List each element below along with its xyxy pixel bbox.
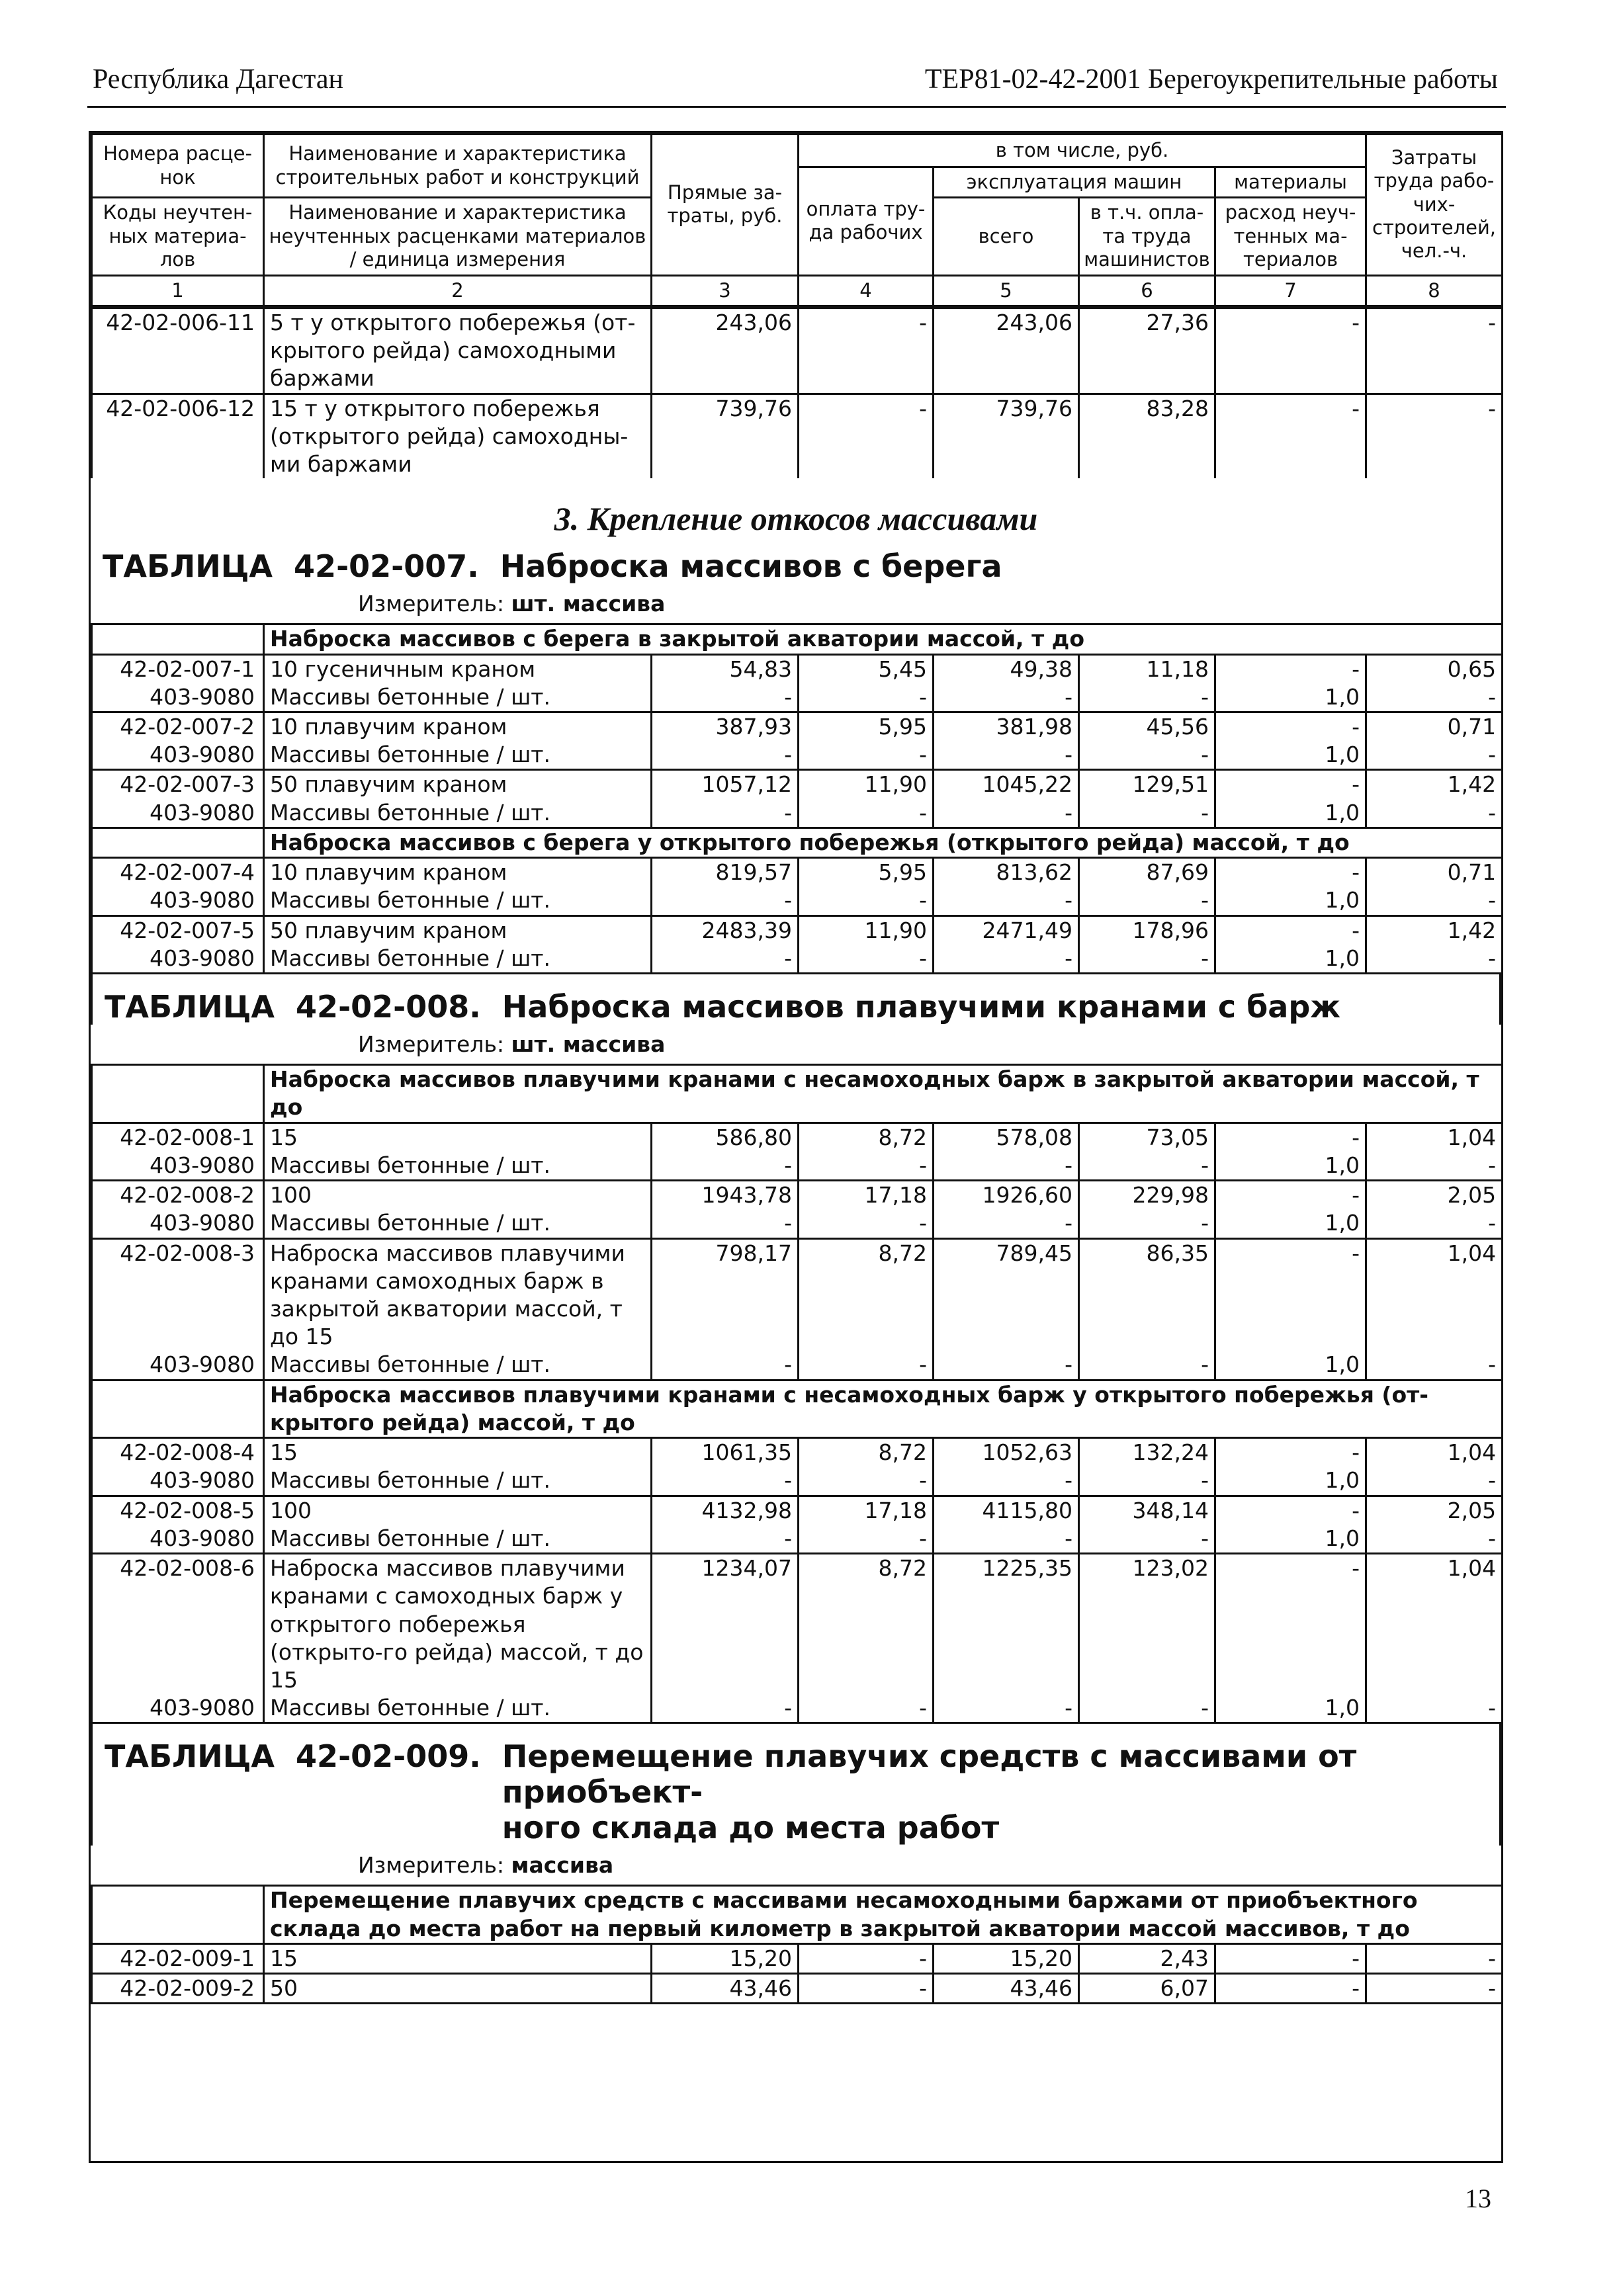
table-title-009 [91,1722,1501,1846]
material-value: - [934,945,1079,972]
material-value: - [799,1525,934,1554]
rate-value: 1,42 [1366,770,1503,799]
rate-value: - [1366,1943,1503,1973]
rate-name: Наброска массивов плавучими кранами самоходных барж в закрытой акватории массой, т до 15 [264,1238,652,1351]
material-value: - [652,886,799,915]
rate-value: 4132,98 [652,1496,799,1525]
rate-value: 2483,39 [652,915,799,945]
section-title: 3. Крепление откосов массивами [554,500,1038,538]
measure-unit: Измеритель: шт. массива [358,591,666,617]
rate-row [92,770,1503,799]
table-title-text: Наброска массивов плавучими кранами с барж [502,989,1341,1025]
material-code: 403-9080 [92,1351,264,1380]
material-row [92,741,1503,770]
material-name: Массивы бетонные / шт. [264,945,652,972]
material-name: Массивы бетонные / шт. [264,683,652,712]
material-row [92,1209,1503,1238]
group-caption-row [92,1380,1503,1437]
material-value: - [1366,1467,1503,1496]
rate-value: - [1215,1123,1366,1152]
rate-row [92,1554,1503,1695]
rate-code: 42-02-008-3 [92,1238,264,1351]
measure-unit: Измеритель: массива [358,1852,614,1879]
rate-name: 15 [264,1943,652,1973]
material-value: - [1079,741,1215,770]
rate-value: 43,46 [934,1974,1079,2004]
material-code: 403-9080 [92,886,264,915]
group-caption: Наброска массивов с берега у открытого побережья (открытого рейда) массой, т до [264,828,1503,857]
col-number: 2 [264,275,652,306]
material-code: 403-9080 [92,945,264,972]
material-value: - [934,741,1079,770]
page-number: 13 [1465,2184,1491,2213]
material-value: 1,0 [1215,1525,1366,1554]
rate-code: 42-02-007-5 [92,915,264,945]
running-header-left: Республика Дагестан [93,64,344,95]
rate-code: 42-02-006-12 [92,394,264,478]
material-value: - [1366,1152,1503,1181]
material-row [92,683,1503,712]
rate-value: 348,14 [1079,1496,1215,1525]
rate-code: 42-02-007-4 [92,858,264,887]
material-value: - [1079,1694,1215,1722]
material-value: - [1079,1525,1215,1554]
header-materials: материалы [1215,167,1366,198]
material-value: 1,0 [1215,1209,1366,1238]
material-value: - [934,683,1079,712]
rate-value: 0,65 [1366,654,1503,683]
rate-value: 129,51 [1079,770,1215,799]
rate-code: 42-02-007-2 [92,712,264,741]
rate-value: - [1215,1438,1366,1467]
rate-value: 1943,78 [652,1181,799,1210]
material-value: - [934,1209,1079,1238]
material-value: - [652,1351,799,1380]
rate-value: - [1215,858,1366,887]
rate-value: 5,45 [799,654,934,683]
material-value: - [799,886,934,915]
rate-value: 387,93 [652,712,799,741]
rate-row [92,858,1503,887]
rate-value: 5,95 [799,858,934,887]
group-caption: Наброска массивов с берега в закрытой акватории массой, т до [264,624,1503,654]
rate-name: 10 плавучим краном [264,858,652,887]
material-row [92,886,1503,915]
material-code: 403-9080 [92,683,264,712]
rate-value: - [799,394,934,478]
group-caption-row [92,1065,1503,1123]
material-code: 403-9080 [92,1467,264,1496]
material-value: - [1079,1351,1215,1380]
material-value: - [799,1209,934,1238]
rate-value: 1,42 [1366,915,1503,945]
rate-value: - [1366,394,1503,478]
rate-value: 0,71 [1366,712,1503,741]
rate-value: 2,05 [1366,1496,1503,1525]
header-including: в том числе, руб. [799,134,1366,167]
rate-value: 586,80 [652,1123,799,1152]
rate-row [92,308,1503,394]
material-row [92,1351,1503,1380]
material-name: Массивы бетонные / шт. [264,1525,652,1554]
rate-value: 0,71 [1366,858,1503,887]
material-name: Массивы бетонные / шт. [264,1152,652,1181]
material-name: Массивы бетонные / шт. [264,799,652,828]
material-value: - [934,1467,1079,1496]
rate-name: 100 [264,1181,652,1210]
col-number: 7 [1215,275,1366,306]
material-value: - [1079,683,1215,712]
material-value: - [1366,683,1503,712]
rate-value: 4115,80 [934,1496,1079,1525]
material-value: 1,0 [1215,799,1366,828]
material-value: - [799,1694,934,1722]
rate-value: 11,90 [799,770,934,799]
material-value: 1,0 [1215,741,1366,770]
rate-value: 381,98 [934,712,1079,741]
table-title-text: Наброска массивов с берега [500,548,1002,585]
rate-value: 54,83 [652,654,799,683]
table-title-007 [91,548,1501,584]
running-header-right: ТЕР81-02-42-2001 Берегоукрепительные работы [924,64,1498,95]
rate-value: 27,36 [1079,308,1215,394]
rate-value: 8,72 [799,1438,934,1467]
material-value: 1,0 [1215,1351,1366,1380]
rate-value: 6,07 [1079,1974,1215,2004]
rate-value: - [1366,308,1503,394]
col-5-header-total: всего [934,198,1079,275]
rate-value: 2,43 [1079,1943,1215,1973]
col-number: 8 [1366,275,1503,306]
col-4-header-wages: оплата тру-да рабочих [799,167,934,276]
material-value: - [799,799,934,828]
group-caption-row [92,828,1503,857]
rate-name: 10 гусеничным краном [264,654,652,683]
rate-value: 798,17 [652,1238,799,1351]
rate-value: 86,35 [1079,1238,1215,1351]
material-code: 403-9080 [92,799,264,828]
col-1-header-material-codes: Коды неучтен-ных материа-лов [92,198,264,275]
rate-row [92,1943,1503,1973]
rate-name: 50 [264,1974,652,2004]
rate-value: 8,72 [799,1123,934,1152]
rate-value: 1045,22 [934,770,1079,799]
rate-row [92,1496,1503,1525]
material-row [92,1467,1503,1496]
col-8-header-labor: Затраты труда рабо-чих-строителей, чел.-ч. [1366,134,1503,276]
material-row [92,1152,1503,1181]
rate-value: 2,05 [1366,1181,1503,1210]
rate-value: 8,72 [799,1238,934,1351]
rate-value: 1,04 [1366,1554,1503,1695]
table-008 [91,1064,1503,1722]
rate-name: 15 [264,1123,652,1152]
rate-value: - [1215,394,1366,478]
col-number: 6 [1079,275,1215,306]
material-value: - [1079,945,1215,972]
rate-value: 132,24 [1079,1438,1215,1467]
material-value: - [934,886,1079,915]
rate-value: - [1215,308,1366,394]
rate-value: - [799,308,934,394]
rate-value: - [1215,1943,1366,1973]
table-title-text: Перемещение плавучих средств с массивами от приобъект- ного склада до места работ [502,1738,1357,1846]
rate-row [92,1238,1503,1351]
material-value: - [934,1351,1079,1380]
material-name: Массивы бетонные / шт. [264,1209,652,1238]
material-name: Массивы бетонные / шт. [264,1694,652,1722]
material-value: - [1366,1209,1503,1238]
rate-row [92,1974,1503,2004]
material-value: - [1366,741,1503,770]
material-code: 403-9080 [92,1694,264,1722]
rate-value: 1,04 [1366,1438,1503,1467]
material-value: - [1366,1351,1503,1380]
rate-value: 83,28 [1079,394,1215,478]
material-value: - [652,1467,799,1496]
rate-value: 1061,35 [652,1438,799,1467]
material-row [92,1694,1503,1722]
rate-value: 243,06 [934,308,1079,394]
rate-value: - [1215,915,1366,945]
material-value: - [1366,886,1503,915]
rate-value: - [1215,1974,1366,2004]
material-value: - [652,799,799,828]
rate-value: 1926,60 [934,1181,1079,1210]
rate-code: 42-02-009-2 [92,1974,264,2004]
rate-code: 42-02-008-1 [92,1123,264,1152]
rate-value: 45,56 [1079,712,1215,741]
rate-value: 11,18 [1079,654,1215,683]
rate-row [92,654,1503,683]
rate-value: - [1215,654,1366,683]
col-2-header-materials: Наименование и характеристика неучтенных расценками материалов / единица измерения [264,198,652,275]
rate-value: 123,02 [1079,1554,1215,1695]
material-value: - [799,1351,934,1380]
material-value: - [799,945,934,972]
rate-value: - [1215,1181,1366,1210]
rate-name: 100 [264,1496,652,1525]
rate-value: 49,38 [934,654,1079,683]
material-value: 1,0 [1215,1694,1366,1722]
rate-value: 11,90 [799,915,934,945]
rate-value: - [799,1943,934,1973]
col-7-header-material-use: расход неуч-тенных ма-териалов [1215,198,1366,275]
rate-code: 42-02-008-4 [92,1438,264,1467]
material-value: - [799,683,934,712]
material-value: - [799,1467,934,1496]
rate-row [92,1438,1503,1467]
material-name: Массивы бетонные / шт. [264,741,652,770]
col-3-header-direct-costs: Прямые за-траты, руб. [652,134,799,276]
rate-value: - [799,1974,934,2004]
rate-row [92,712,1503,741]
rate-row [92,915,1503,945]
rate-value: 43,46 [652,1974,799,2004]
rate-value: 1,04 [1366,1238,1503,1351]
material-value: 1,0 [1215,945,1366,972]
material-value: - [799,741,934,770]
material-value: - [1079,799,1215,828]
rate-name: 10 плавучим краном [264,712,652,741]
rate-code: 42-02-008-5 [92,1496,264,1525]
rate-value: 789,45 [934,1238,1079,1351]
rate-row [92,394,1503,478]
measure-unit: Измеритель: шт. массива [358,1031,666,1058]
material-value: - [652,683,799,712]
material-name: Массивы бетонные / шт. [264,1467,652,1496]
material-value: 1,0 [1215,1467,1366,1496]
rate-code: 42-02-006-11 [92,308,264,394]
material-value: - [1079,1467,1215,1496]
header-machine-operation: эксплуатация машин [934,167,1215,198]
material-name: Массивы бетонные / шт. [264,886,652,915]
col-2-header-works: Наименование и характеристика строительных работ и конструкций [264,134,652,198]
col-1-header-rates: Номера расце-нок [92,134,264,198]
rate-code: 42-02-008-2 [92,1181,264,1210]
col-number: 1 [92,275,264,306]
rate-value: 17,18 [799,1181,934,1210]
material-value: - [652,945,799,972]
rate-row [92,1181,1503,1210]
material-code: 403-9080 [92,1525,264,1554]
material-value: - [1079,1209,1215,1238]
rate-value: 578,08 [934,1123,1079,1152]
group-caption: Перемещение плавучих средств с массивами несамоходными баржами от приобъектного склада до места работ на первый километр в закрытой акватории массой массивов, т до [264,1886,1503,1943]
rate-value: - [1215,712,1366,741]
material-name: Массивы бетонные / шт. [264,1351,652,1380]
rate-name: 5 т у открытого побережья (от-крытого рейда) самоходными баржами [264,308,652,394]
material-value: - [652,1525,799,1554]
rate-row [92,1123,1503,1152]
material-value: - [934,799,1079,828]
rate-value: 1,04 [1366,1123,1503,1152]
table-007 [91,623,1503,972]
material-value: - [799,1152,934,1181]
rate-code: 42-02-007-1 [92,654,264,683]
material-value: - [1366,1694,1503,1722]
rate-value: 1234,07 [652,1554,799,1695]
rate-value: 813,62 [934,858,1079,887]
material-value: 1,0 [1215,683,1366,712]
table-label: ТАБЛИЦА 42-02-009. [105,1738,502,1775]
table-label: ТАБЛИЦА 42-02-008. [105,989,502,1025]
rate-name: 15 [264,1438,652,1467]
table-label: ТАБЛИЦА 42-02-007. [103,548,500,585]
material-value: 1,0 [1215,1152,1366,1181]
material-row [92,799,1503,828]
column-header-table [91,133,1503,307]
rate-value: 243,06 [652,308,799,394]
rate-value: 5,95 [799,712,934,741]
material-code: 403-9080 [92,1152,264,1181]
col-6-header-operator-wages: в т.ч. опла-та труда машинистов [1079,198,1215,275]
rate-value: - [1215,1496,1366,1525]
rate-value: 15,20 [652,1943,799,1973]
rate-code: 42-02-009-1 [92,1943,264,1973]
rate-value: - [1366,1974,1503,2004]
material-value: - [934,1694,1079,1722]
group-caption: Наброска массивов плавучими кранами с несамоходных барж у открытого побережья (от-крытого рейда) массой, т до [264,1380,1503,1437]
rate-value: - [1215,1554,1366,1695]
material-value: - [934,1152,1079,1181]
material-value: - [1079,886,1215,915]
material-value: - [1366,945,1503,972]
group-caption: Наброска массивов плавучими кранами с несамоходных барж в закрытой акватории массой, т до [264,1065,1503,1123]
rate-value: 17,18 [799,1496,934,1525]
rate-value: 2471,49 [934,915,1079,945]
material-value: - [1366,1525,1503,1554]
header-rule [87,106,1506,108]
rate-value: 1225,35 [934,1554,1079,1695]
material-value: - [934,1525,1079,1554]
table-009 [91,1885,1503,2004]
col-number: 3 [652,275,799,306]
rate-value: 819,57 [652,858,799,887]
rate-value: 229,98 [1079,1181,1215,1210]
rate-value: 739,76 [652,394,799,478]
rate-value: 73,05 [1079,1123,1215,1152]
rate-name: Наброска массивов плавучими кранами с самоходных барж у открытого побережья (открыто-го рейда) массой, т до 15 [264,1554,652,1695]
material-value: - [652,1209,799,1238]
rate-value: 739,76 [934,394,1079,478]
rate-value: 15,20 [934,1943,1079,1973]
page-frame [89,131,1503,2163]
group-caption-row [92,624,1503,654]
material-value: - [652,741,799,770]
rate-value: - [1215,770,1366,799]
rate-value: 87,69 [1079,858,1215,887]
rate-name: 15 т у открытого побережья (открытого рейда) самоходны-ми баржами [264,394,652,478]
rate-name: 50 плавучим краном [264,770,652,799]
material-value: - [652,1694,799,1722]
group-caption-row [92,1886,1503,1943]
rate-code: 42-02-008-6 [92,1554,264,1695]
rate-code: 42-02-007-3 [92,770,264,799]
table-006-continued [91,307,1503,478]
material-value: - [1079,1152,1215,1181]
material-row [92,1525,1503,1554]
rate-value: 1057,12 [652,770,799,799]
rate-value: 1052,63 [934,1438,1079,1467]
rate-value: 8,72 [799,1554,934,1695]
material-row [92,945,1503,972]
material-value: 1,0 [1215,886,1366,915]
col-number: 5 [934,275,1079,306]
material-value: - [1366,799,1503,828]
material-value: - [652,1152,799,1181]
rate-value: - [1215,1238,1366,1351]
material-code: 403-9080 [92,1209,264,1238]
table-title-008 [91,972,1501,1025]
material-code: 403-9080 [92,741,264,770]
col-number: 4 [799,275,934,306]
rate-value: 178,96 [1079,915,1215,945]
rate-name: 50 плавучим краном [264,915,652,945]
